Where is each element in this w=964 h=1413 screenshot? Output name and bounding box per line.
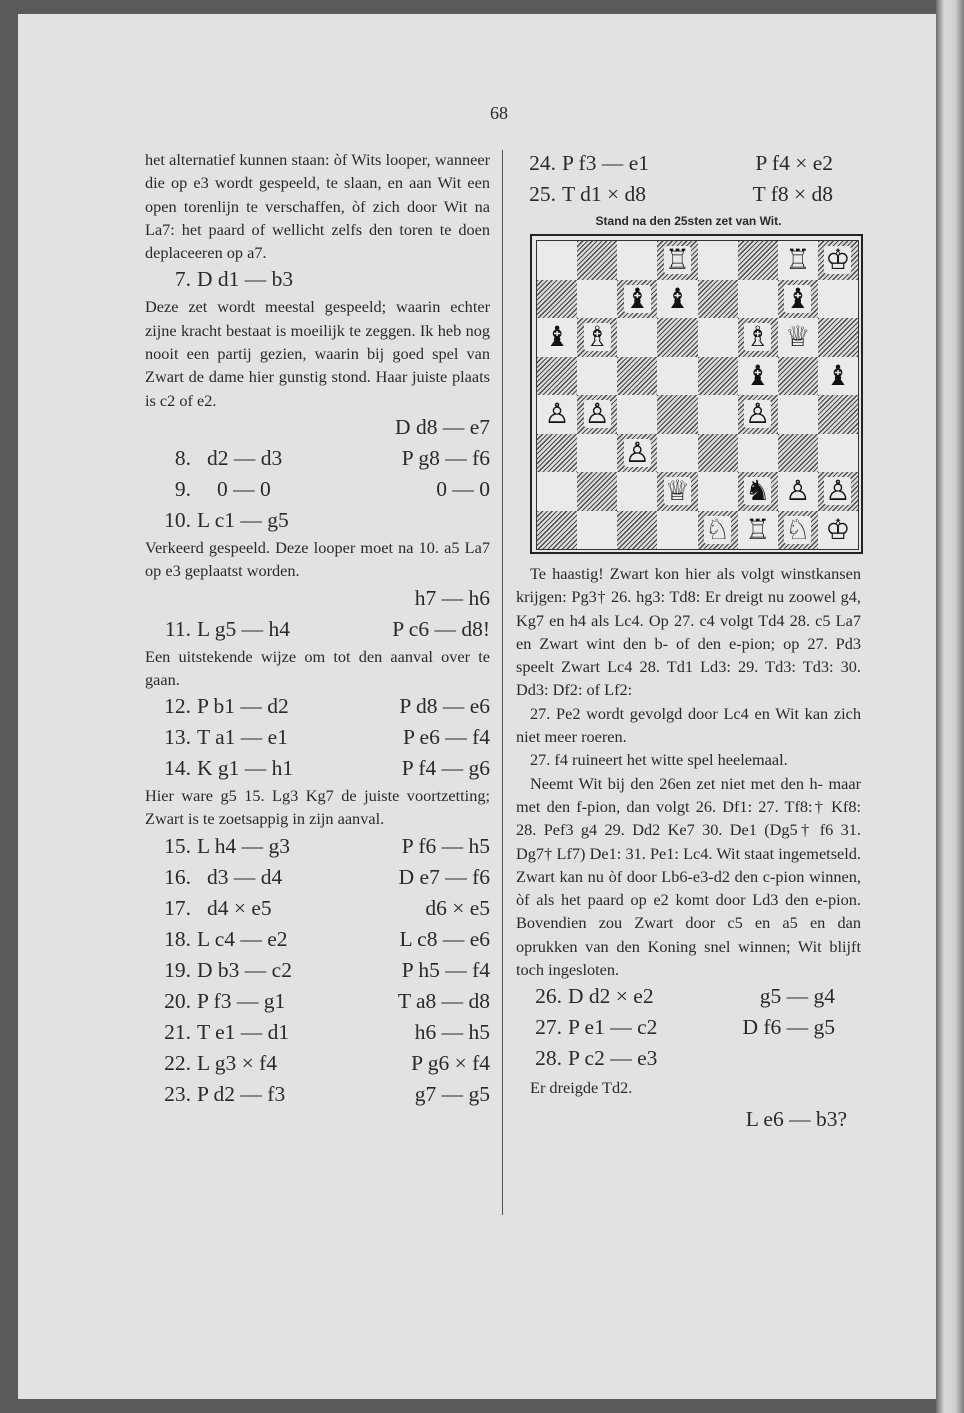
black-move: L e6 — b3? [745, 1106, 847, 1131]
move-number: 27. [535, 1015, 562, 1040]
white-move: K g1 — h1 [197, 756, 294, 781]
paragraph: 27. f4 ruineert het witte spel heelemaal. [530, 750, 788, 770]
square-b3 [577, 434, 617, 473]
black-move: P c6 — d8! [392, 616, 490, 641]
black-move: 0 — 0 [436, 476, 490, 501]
square-f4 [738, 395, 778, 434]
paragraph: Deze zet wordt meestal gespeeld; waarin echter zijne kracht bestaat is moeilijk te zeggen. Ik heb nog nooit een partij gezien, waarin bij goed spel van Zwart de dame hier gunstig stond. Haar juiste plaats is c2 of e2. [145, 297, 490, 410]
square-f7 [738, 280, 778, 319]
square-c3 [617, 434, 657, 473]
diagram-caption: Stand na den 25sten zet van Wit. [595, 214, 782, 228]
square-a2 [537, 472, 577, 511]
square-c2 [617, 472, 657, 511]
chess-piece: ♕ [664, 474, 690, 508]
chess-piece: ♕ [785, 320, 811, 354]
white-move: T d1 × d8 [562, 182, 646, 206]
square-a8 [537, 241, 577, 280]
chess-piece: ♙ [584, 397, 610, 431]
move-number: 13. [164, 725, 191, 750]
paragraph: Een uitstekende wijze om tot den aanval over te gaan. [145, 646, 490, 689]
square-f5 [738, 357, 778, 396]
square-e1 [698, 511, 738, 550]
square-d2 [657, 472, 697, 511]
square-e8 [698, 241, 738, 280]
chess-piece: ♖ [785, 243, 811, 277]
move-number: 16. [164, 864, 191, 889]
move-row [145, 862, 490, 893]
square-f1 [738, 511, 778, 550]
page-edge [936, 0, 964, 1413]
square-b1 [577, 511, 617, 550]
square-e7 [698, 280, 738, 319]
move-number: 17. [164, 895, 191, 920]
white-move: D b3 — c2 [197, 957, 292, 982]
white-move: L h4 — g3 [197, 833, 290, 858]
paragraph: Er dreigde Td2. [530, 1078, 633, 1098]
chess-piece: ♙ [544, 397, 570, 431]
white-move: T e1 — d1 [197, 1019, 290, 1044]
white-move: 0 — 0 [217, 476, 271, 501]
white-move: P d2 — f3 [197, 1081, 286, 1106]
white-move: L c4 — e2 [197, 926, 288, 951]
white-move: L g5 — h4 [197, 616, 290, 641]
left-column [145, 148, 490, 1110]
move-number: 9. [174, 476, 191, 501]
paragraph: Te haastig! Zwart kon hier als volgt winstkansen krijgen: Pg3† 26. hg3: Td8: Er dreigt nu zoowel g4, Kg7 en h4 als Lc4. Op 27. c4 volgt Td4 28. c5 La7 en Zwart wint den b- of den e-pion; op 27. Pd3 speelt Zwart Lc4 28. Td1 Ld3: 29. Td3: Td3: 30. Dd3: Df2: of Lf2: [516, 564, 861, 700]
black-move: P d8 — e6 [399, 694, 490, 719]
move-row [145, 691, 490, 722]
chess-piece: ♖ [745, 512, 771, 546]
chess-piece: ♘ [705, 512, 731, 546]
black-move: h7 — h6 [414, 585, 490, 610]
black-move: P e6 — f4 [403, 725, 490, 750]
chess-piece: ♔ [825, 243, 851, 277]
move-row [145, 924, 490, 955]
white-move: T a1 — e1 [197, 725, 288, 750]
paragraph: 27. Pe2 wordt gevolgd door Lc4 en Wit kan zich niet meer roeren. [516, 703, 861, 747]
square-d3 [657, 434, 697, 473]
square-e4 [698, 395, 738, 434]
paragraph: Neemt Wit bij den 26en zet niet met den h- maar met den f-pion, dan volgt 26. Df1: 27. Tf8:† Kf8: 28. Pef3 g4 29. Dd2 Ke7 30. De1 (Dg5† f6 31. Dg7† Lf7) De1: 31. Pe1: Lc4. Wit staat ingemetseld. Zwart kan nu òf door Lb6-e3-d2 den c-pion winnen, òf als het paard op e2 komt door Ld3 den e-pion. Bovendien zou Zwart door c5 en a5 en dan oprukken van den Koning snel winnen; Wit blijft toch ingesloten. [516, 773, 861, 980]
square-e6 [698, 318, 738, 357]
square-a1 [537, 511, 577, 550]
square-h2 [818, 472, 858, 511]
square-d7 [657, 280, 697, 319]
white-move: P f3 — e1 [562, 151, 649, 175]
square-h5 [818, 357, 858, 396]
black-move: D f6 — g5 [742, 1015, 835, 1040]
move-number: 26. [535, 984, 562, 1009]
square-d6 [657, 318, 697, 357]
square-g2 [778, 472, 818, 511]
move-row [516, 179, 861, 210]
move-number: 11. [164, 616, 191, 641]
chess-piece: ♙ [785, 474, 811, 508]
chess-piece: ♙ [624, 435, 650, 469]
move-row [145, 722, 490, 753]
black-move: h6 — h5 [414, 1019, 490, 1044]
chess-piece: ♝ [664, 281, 690, 315]
square-g8 [778, 241, 818, 280]
square-a6 [537, 318, 577, 357]
square-c1 [617, 511, 657, 550]
move-row [145, 264, 490, 295]
move-row [145, 1048, 490, 1079]
square-d4 [657, 395, 697, 434]
square-e5 [698, 357, 738, 396]
square-g6 [778, 318, 818, 357]
white-move: P f3 — g1 [197, 988, 286, 1013]
chess-piece: ♘ [785, 512, 811, 546]
square-b2 [577, 472, 617, 511]
square-h7 [818, 280, 858, 319]
move-number: 18. [164, 926, 191, 951]
move-row [145, 986, 490, 1017]
move-row [145, 583, 490, 614]
move-row [145, 893, 490, 924]
square-a7 [537, 280, 577, 319]
move-row [145, 412, 490, 443]
move-row [145, 614, 490, 645]
move-number: 10. [164, 507, 191, 532]
black-move: D e7 — f6 [398, 864, 490, 889]
white-move: D d2 × e2 [568, 984, 654, 1009]
move-row [516, 981, 861, 1012]
chess-piece: ♝ [624, 281, 650, 315]
move-row [516, 1012, 861, 1043]
square-f3 [738, 434, 778, 473]
white-move: d4 × e5 [207, 895, 272, 920]
chess-piece: ♙ [825, 474, 851, 508]
square-b7 [577, 280, 617, 319]
black-move: P f6 — h5 [401, 833, 490, 858]
black-move: g5 — g4 [759, 984, 835, 1009]
square-d8 [657, 241, 697, 280]
move-row [516, 1104, 861, 1135]
move-row [145, 831, 490, 862]
square-c6 [617, 318, 657, 357]
move-number: 20. [164, 988, 191, 1013]
square-g7 [778, 280, 818, 319]
move-number: 24. [529, 151, 556, 175]
paragraph: Hier ware g5 15. Lg3 Kg7 de juiste voortzetting; Zwart is te zoetsappig in zijn aanval. [145, 786, 490, 829]
move-number: 12. [164, 694, 191, 719]
square-d1 [657, 511, 697, 550]
move-number: 25. [529, 182, 556, 206]
square-a3 [537, 434, 577, 473]
move-number: 22. [164, 1050, 191, 1075]
square-c4 [617, 395, 657, 434]
move-row [145, 955, 490, 986]
square-g4 [778, 395, 818, 434]
black-move: P g6 × f4 [411, 1050, 490, 1075]
column-divider [502, 150, 503, 1215]
square-d5 [657, 357, 697, 396]
chess-piece: ♔ [825, 512, 851, 546]
move-number: 14. [164, 756, 191, 781]
square-g3 [778, 434, 818, 473]
paragraph: het alternatief kunnen staan: òf Wits looper, wanneer die op e3 wordt gespeeld, te slaan, en aan Wit een open torenlijn te verschaffen, òf zich door Wit na La7: het paard of wellicht zelfs den toren te doen deplaceeren op a7. [145, 150, 490, 263]
square-b8 [577, 241, 617, 280]
square-f2 [738, 472, 778, 511]
black-move: T f8 × d8 [752, 182, 833, 206]
move-number: 15. [164, 833, 191, 858]
paragraph: Verkeerd gespeeld. Deze looper moet na 10. a5 La7 op e3 geplaatst worden. [145, 537, 490, 581]
chess-diagram [530, 234, 863, 554]
square-f6 [738, 318, 778, 357]
move-row [145, 1079, 490, 1110]
white-move: P e1 — c2 [568, 1015, 658, 1040]
black-move: P f4 × e2 [755, 151, 833, 175]
move-number: 8. [174, 445, 191, 470]
white-move: d2 — d3 [207, 445, 283, 470]
black-move: d6 × e5 [425, 895, 490, 920]
square-b6 [577, 318, 617, 357]
chess-piece: ♖ [664, 243, 690, 277]
move-number: 19. [164, 957, 191, 982]
move-row [516, 148, 861, 179]
white-move: P c2 — e3 [568, 1046, 658, 1071]
square-g5 [778, 357, 818, 396]
square-h1 [818, 511, 858, 550]
move-row [516, 1043, 861, 1074]
black-move: g7 — g5 [414, 1081, 490, 1106]
move-number: 21. [164, 1019, 191, 1044]
white-move: P b1 — d2 [197, 694, 289, 719]
move-row [145, 505, 490, 536]
black-move: T a8 — d8 [397, 988, 490, 1013]
page-number: 68 [490, 103, 508, 123]
move-row [145, 753, 490, 784]
white-move: L g3 × f4 [197, 1050, 277, 1075]
square-h3 [818, 434, 858, 473]
square-a4 [537, 395, 577, 434]
chess-piece: ♝ [544, 320, 570, 354]
square-h4 [818, 395, 858, 434]
chess-piece: ♙ [745, 397, 771, 431]
move-number: 28. [535, 1046, 562, 1071]
chessboard [536, 240, 859, 550]
move-number: 23. [164, 1081, 191, 1106]
black-move: D d8 — e7 [395, 414, 490, 439]
white-move: d3 — d4 [207, 864, 283, 889]
white-move: D d1 — b3 [197, 267, 294, 292]
black-move: P f4 — g6 [401, 756, 490, 781]
black-move: P h5 — f4 [401, 957, 490, 982]
square-e2 [698, 472, 738, 511]
square-a5 [537, 357, 577, 396]
square-b5 [577, 357, 617, 396]
square-h6 [818, 318, 858, 357]
square-b4 [577, 395, 617, 434]
chess-piece: ♝ [745, 358, 771, 392]
square-e3 [698, 434, 738, 473]
black-move: L c8 — e6 [399, 926, 490, 951]
white-move: L c1 — g5 [197, 507, 289, 532]
move-row [145, 443, 490, 474]
square-c7 [617, 280, 657, 319]
move-row [145, 474, 490, 505]
square-g1 [778, 511, 818, 550]
move-number: 7. [174, 267, 191, 292]
square-h8 [818, 241, 858, 280]
move-row [145, 1017, 490, 1048]
chess-piece: ♗ [745, 320, 771, 354]
chess-piece: ♝ [785, 281, 811, 315]
square-c5 [617, 357, 657, 396]
square-c8 [617, 241, 657, 280]
chess-piece: ♞ [745, 474, 771, 508]
chess-piece: ♝ [825, 358, 851, 392]
right-column [516, 148, 861, 1135]
square-f8 [738, 241, 778, 280]
black-move: P g8 — f6 [401, 445, 490, 470]
chess-piece: ♗ [584, 320, 610, 354]
